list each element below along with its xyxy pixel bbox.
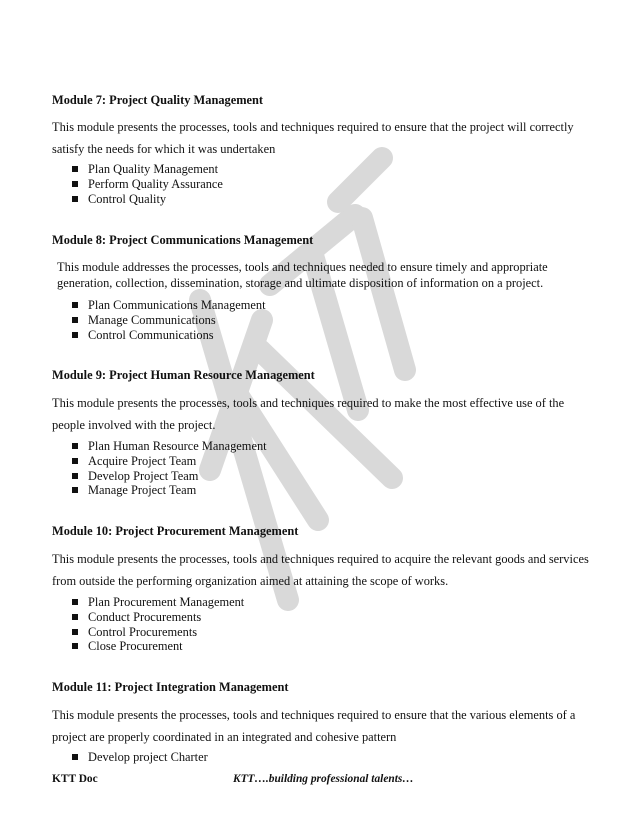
list-item: Control Communications — [72, 328, 266, 343]
footer-left: KTT Doc — [52, 773, 98, 785]
module-8-description: This module addresses the processes, tools and techniques needed to ensure timely and appropriate generation, collection, dissemination, storage and ultimate disposition of information on a project. — [57, 260, 548, 290]
list-item: Plan Quality Management — [72, 162, 223, 177]
list-item: Close Procurement — [72, 639, 244, 654]
list-item: Plan Communications Management — [72, 298, 266, 313]
list-item: Control Quality — [72, 192, 223, 207]
module-8-heading: Module 8: Project Communications Management — [52, 233, 314, 247]
module-9-list — [72, 439, 267, 498]
list-item: Plan Procurement Management — [72, 595, 244, 610]
module-10-description: This module presents the processes, tools and techniques required to acquire the relevant goods and services from outside the performing organization aimed at attaining the scope of works. — [52, 552, 589, 588]
module-9-description: This module presents the processes, tools and techniques required to make the most effective use of the people involved with the project. — [52, 396, 565, 432]
module-10-heading: Module 10: Project Procurement Management — [52, 524, 299, 538]
list-item: Conduct Procurements — [72, 610, 244, 625]
footer-tagline: KTT….building professional talents… — [233, 773, 414, 785]
module-7-heading: Module 7: Project Quality Management — [52, 93, 264, 107]
list-item: Develop project Charter — [72, 750, 208, 765]
module-10-list — [72, 595, 244, 654]
module-11-heading: Module 11: Project Integration Management — [52, 680, 289, 694]
list-item: Manage Project Team — [72, 483, 267, 498]
module-7-list — [72, 162, 223, 206]
list-item: Plan Human Resource Management — [72, 439, 267, 454]
module-7-description: This module presents the processes, tools and techniques required to ensure that the project will correctly satisfy the needs for which it was undertaken — [52, 120, 574, 156]
list-item: Manage Communications — [72, 313, 266, 328]
list-item: Perform Quality Assurance — [72, 177, 223, 192]
list-item: Control Procurements — [72, 625, 244, 640]
list-item: Acquire Project Team — [72, 454, 267, 469]
module-9-heading: Module 9: Project Human Resource Management — [52, 368, 315, 382]
list-item: Develop Project Team — [72, 469, 267, 484]
module-8-list — [72, 298, 266, 342]
module-11-description: This module presents the processes, tools and techniques required to ensure that the various elements of a project are properly coordinated in an integrated and cohesive pattern — [52, 708, 576, 744]
module-11-list — [72, 750, 208, 765]
